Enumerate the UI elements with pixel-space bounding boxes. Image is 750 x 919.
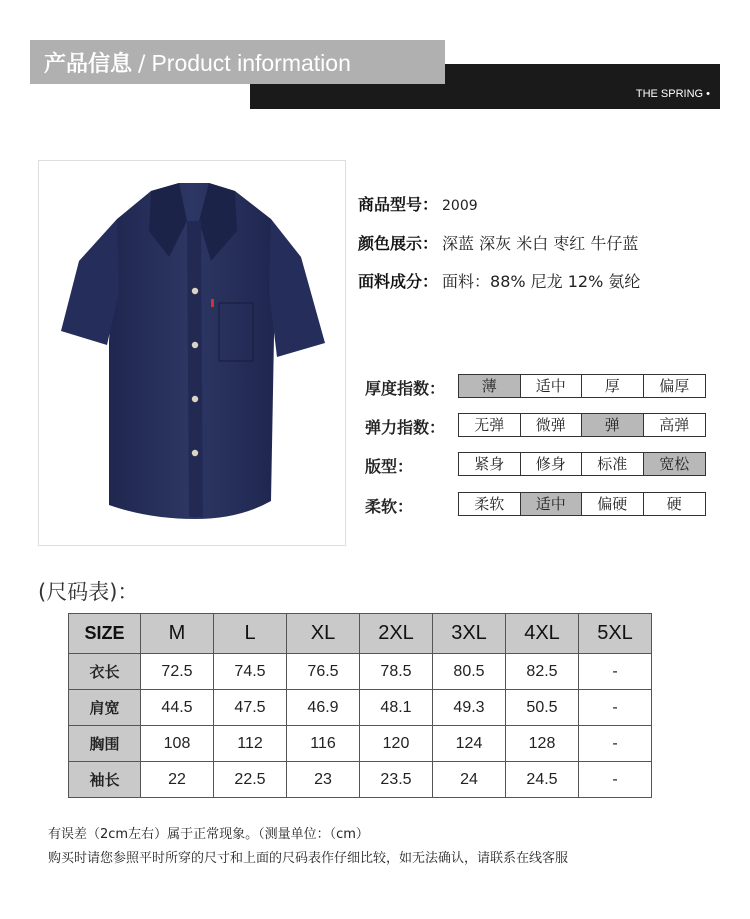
table-cell: 74.5 (214, 654, 287, 690)
elasticity-option-none: 无弹 (459, 414, 521, 436)
table-cell: 46.9 (287, 690, 360, 726)
table-cell: 76.5 (287, 654, 360, 690)
softness-option-soft: 柔软 (459, 493, 521, 515)
thickness-option-extra-thick: 偏厚 (644, 375, 706, 397)
table-row (69, 654, 652, 690)
table-cell: 78.5 (360, 654, 433, 690)
size-header-row (69, 614, 652, 654)
brand-tag: THE SPRING • (635, 88, 710, 100)
table-cell: - (579, 690, 652, 726)
table-cell: 49.3 (433, 690, 506, 726)
size-header-3xl: 3XL (433, 614, 506, 654)
colors-row (358, 231, 638, 254)
model-value: 2009 (442, 198, 478, 214)
model-row (358, 192, 478, 215)
size-header-m: M (141, 614, 214, 654)
table-cell: 108 (141, 726, 214, 762)
section-title-separator: / (138, 52, 146, 77)
table-cell: 112 (214, 726, 287, 762)
section-title-en: Product information (151, 50, 351, 76)
size-header-4xl: 4XL (506, 614, 579, 654)
size-chart-title: (尺码表)： (38, 580, 139, 604)
elasticity-option-elastic: 弹 (582, 414, 644, 436)
row-label-chest: 胸围 (69, 726, 141, 762)
thickness-label: 厚度指数： (365, 379, 446, 398)
table-cell: 44.5 (141, 690, 214, 726)
size-header-2xl: 2XL (360, 614, 433, 654)
fit-label: 版型： (365, 457, 414, 476)
table-cell: 72.5 (141, 654, 214, 690)
navy-short-sleeve-shirt-image (39, 161, 345, 545)
elasticity-options (458, 413, 706, 437)
softness-options (458, 492, 706, 516)
fabric-value: 面料：88% 尼龙 12% 氨纶 (442, 272, 641, 291)
error-note: 有误差（2cm左右）属于正常现象。（测量单位：（cm） (48, 827, 369, 842)
table-row (69, 762, 652, 798)
fit-option-loose: 宽松 (644, 453, 706, 475)
colors-value: 深蓝 深灰 米白 枣红 牛仔蓝 (442, 234, 639, 253)
table-cell: 82.5 (506, 654, 579, 690)
elasticity-label: 弹力指数： (365, 418, 446, 437)
fit-option-tight: 紧身 (459, 453, 521, 475)
table-cell: 50.5 (506, 690, 579, 726)
table-cell: 24 (433, 762, 506, 798)
elasticity-option-slight: 微弹 (521, 414, 583, 436)
table-row (69, 690, 652, 726)
fabric-label: 面料成分： (358, 272, 439, 291)
table-cell: 24.5 (506, 762, 579, 798)
table-cell: 22 (141, 762, 214, 798)
row-label-shoulder: 肩宽 (69, 690, 141, 726)
table-cell: 22.5 (214, 762, 287, 798)
table-cell: 48.1 (360, 690, 433, 726)
table-cell: 120 (360, 726, 433, 762)
fit-option-regular: 标准 (582, 453, 644, 475)
table-cell: 23 (287, 762, 360, 798)
table-cell: 116 (287, 726, 360, 762)
size-header-l: L (214, 614, 287, 654)
thickness-option-thick: 厚 (582, 375, 644, 397)
thickness-options (458, 374, 706, 398)
colors-label: 颜色展示： (358, 234, 439, 253)
table-cell: - (579, 762, 652, 798)
size-corner-header: SIZE (69, 614, 141, 654)
size-chart-table (68, 613, 652, 798)
fit-option-slim: 修身 (521, 453, 583, 475)
table-cell: 80.5 (433, 654, 506, 690)
table-cell: - (579, 654, 652, 690)
thickness-option-thin: 薄 (459, 375, 521, 397)
softness-option-semi-hard: 偏硬 (582, 493, 644, 515)
fit-options (458, 452, 706, 476)
size-header-5xl: 5XL (579, 614, 652, 654)
row-label-length: 衣长 (69, 654, 141, 690)
section-title (44, 47, 351, 78)
table-row (69, 726, 652, 762)
size-header-xl: XL (287, 614, 360, 654)
thickness-option-medium: 适中 (521, 375, 583, 397)
softness-option-hard: 硬 (644, 493, 706, 515)
product-photo (38, 160, 346, 546)
elasticity-option-high: 高弹 (644, 414, 706, 436)
table-cell: 47.5 (214, 690, 287, 726)
table-cell: - (579, 726, 652, 762)
softness-label: 柔软： (365, 497, 414, 516)
table-cell: 23.5 (360, 762, 433, 798)
fabric-row (358, 269, 640, 292)
softness-option-medium: 适中 (521, 493, 583, 515)
purchase-note: 购买时请您参照平时所穿的尺寸和上面的尺码表作仔细比较，如无法确认，请联系在线客服 (48, 851, 569, 866)
model-label: 商品型号： (358, 195, 439, 214)
table-cell: 128 (506, 726, 579, 762)
row-label-sleeve: 袖长 (69, 762, 141, 798)
table-cell: 124 (433, 726, 506, 762)
section-title-cn: 产品信息 (44, 52, 133, 77)
